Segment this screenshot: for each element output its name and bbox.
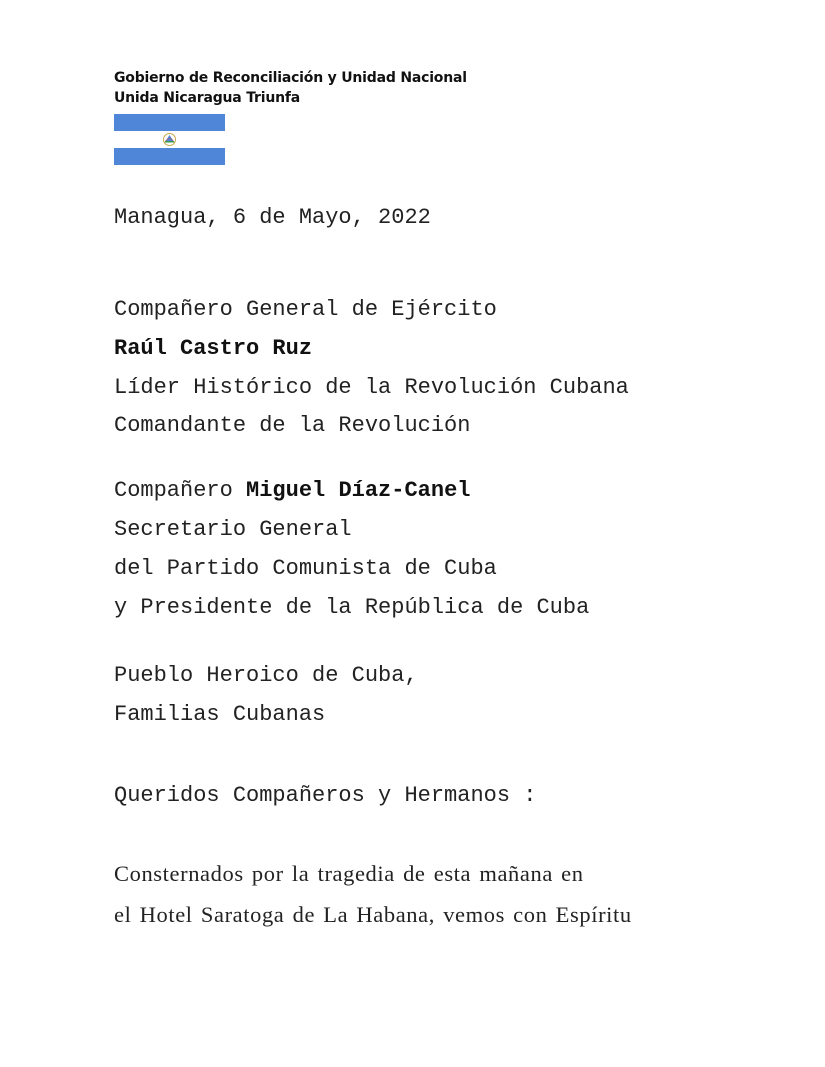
government-name: Gobierno de Reconciliación y Unidad Nacional <box>114 70 467 86</box>
body-line2: el Hotel Saratoga de La Habana, vemos con Espíritu <box>114 902 632 927</box>
recipient1-role1: Líder Histórico de la Revolución Cubana <box>114 375 629 400</box>
recipient2-heading <box>114 478 470 503</box>
letterhead <box>114 68 467 108</box>
recipient1-name <box>114 336 312 361</box>
recipient2-role3: y Presidente de la República de Cuba <box>114 595 590 620</box>
recipient2-role1: Secretario General <box>114 517 352 542</box>
recipient2-name: Miguel Díaz-Canel <box>246 478 471 503</box>
body-line1: Consternados por la tragedia de esta mañana en <box>114 861 584 886</box>
recipient2-prefix: Compañero <box>114 478 247 503</box>
people-line1: Pueblo Heroico de Cuba, <box>114 663 418 688</box>
salutation: Queridos Compañeros y Hermanos : <box>114 783 537 808</box>
letter-date: Managua, 6 de Mayo, 2022 <box>114 205 431 230</box>
recipient1-role2: Comandante de la Revolución <box>114 413 471 438</box>
government-slogan: Unida Nicaragua Triunfa <box>114 90 300 106</box>
recipient1-name-text: Raúl Castro Ruz <box>114 336 313 361</box>
recipient1-title: Compañero General de Ejército <box>114 297 497 322</box>
nicaragua-flag-icon <box>114 114 225 165</box>
people-line2: Familias Cubanas <box>114 702 326 727</box>
recipient2-role2: del Partido Comunista de Cuba <box>114 556 497 581</box>
